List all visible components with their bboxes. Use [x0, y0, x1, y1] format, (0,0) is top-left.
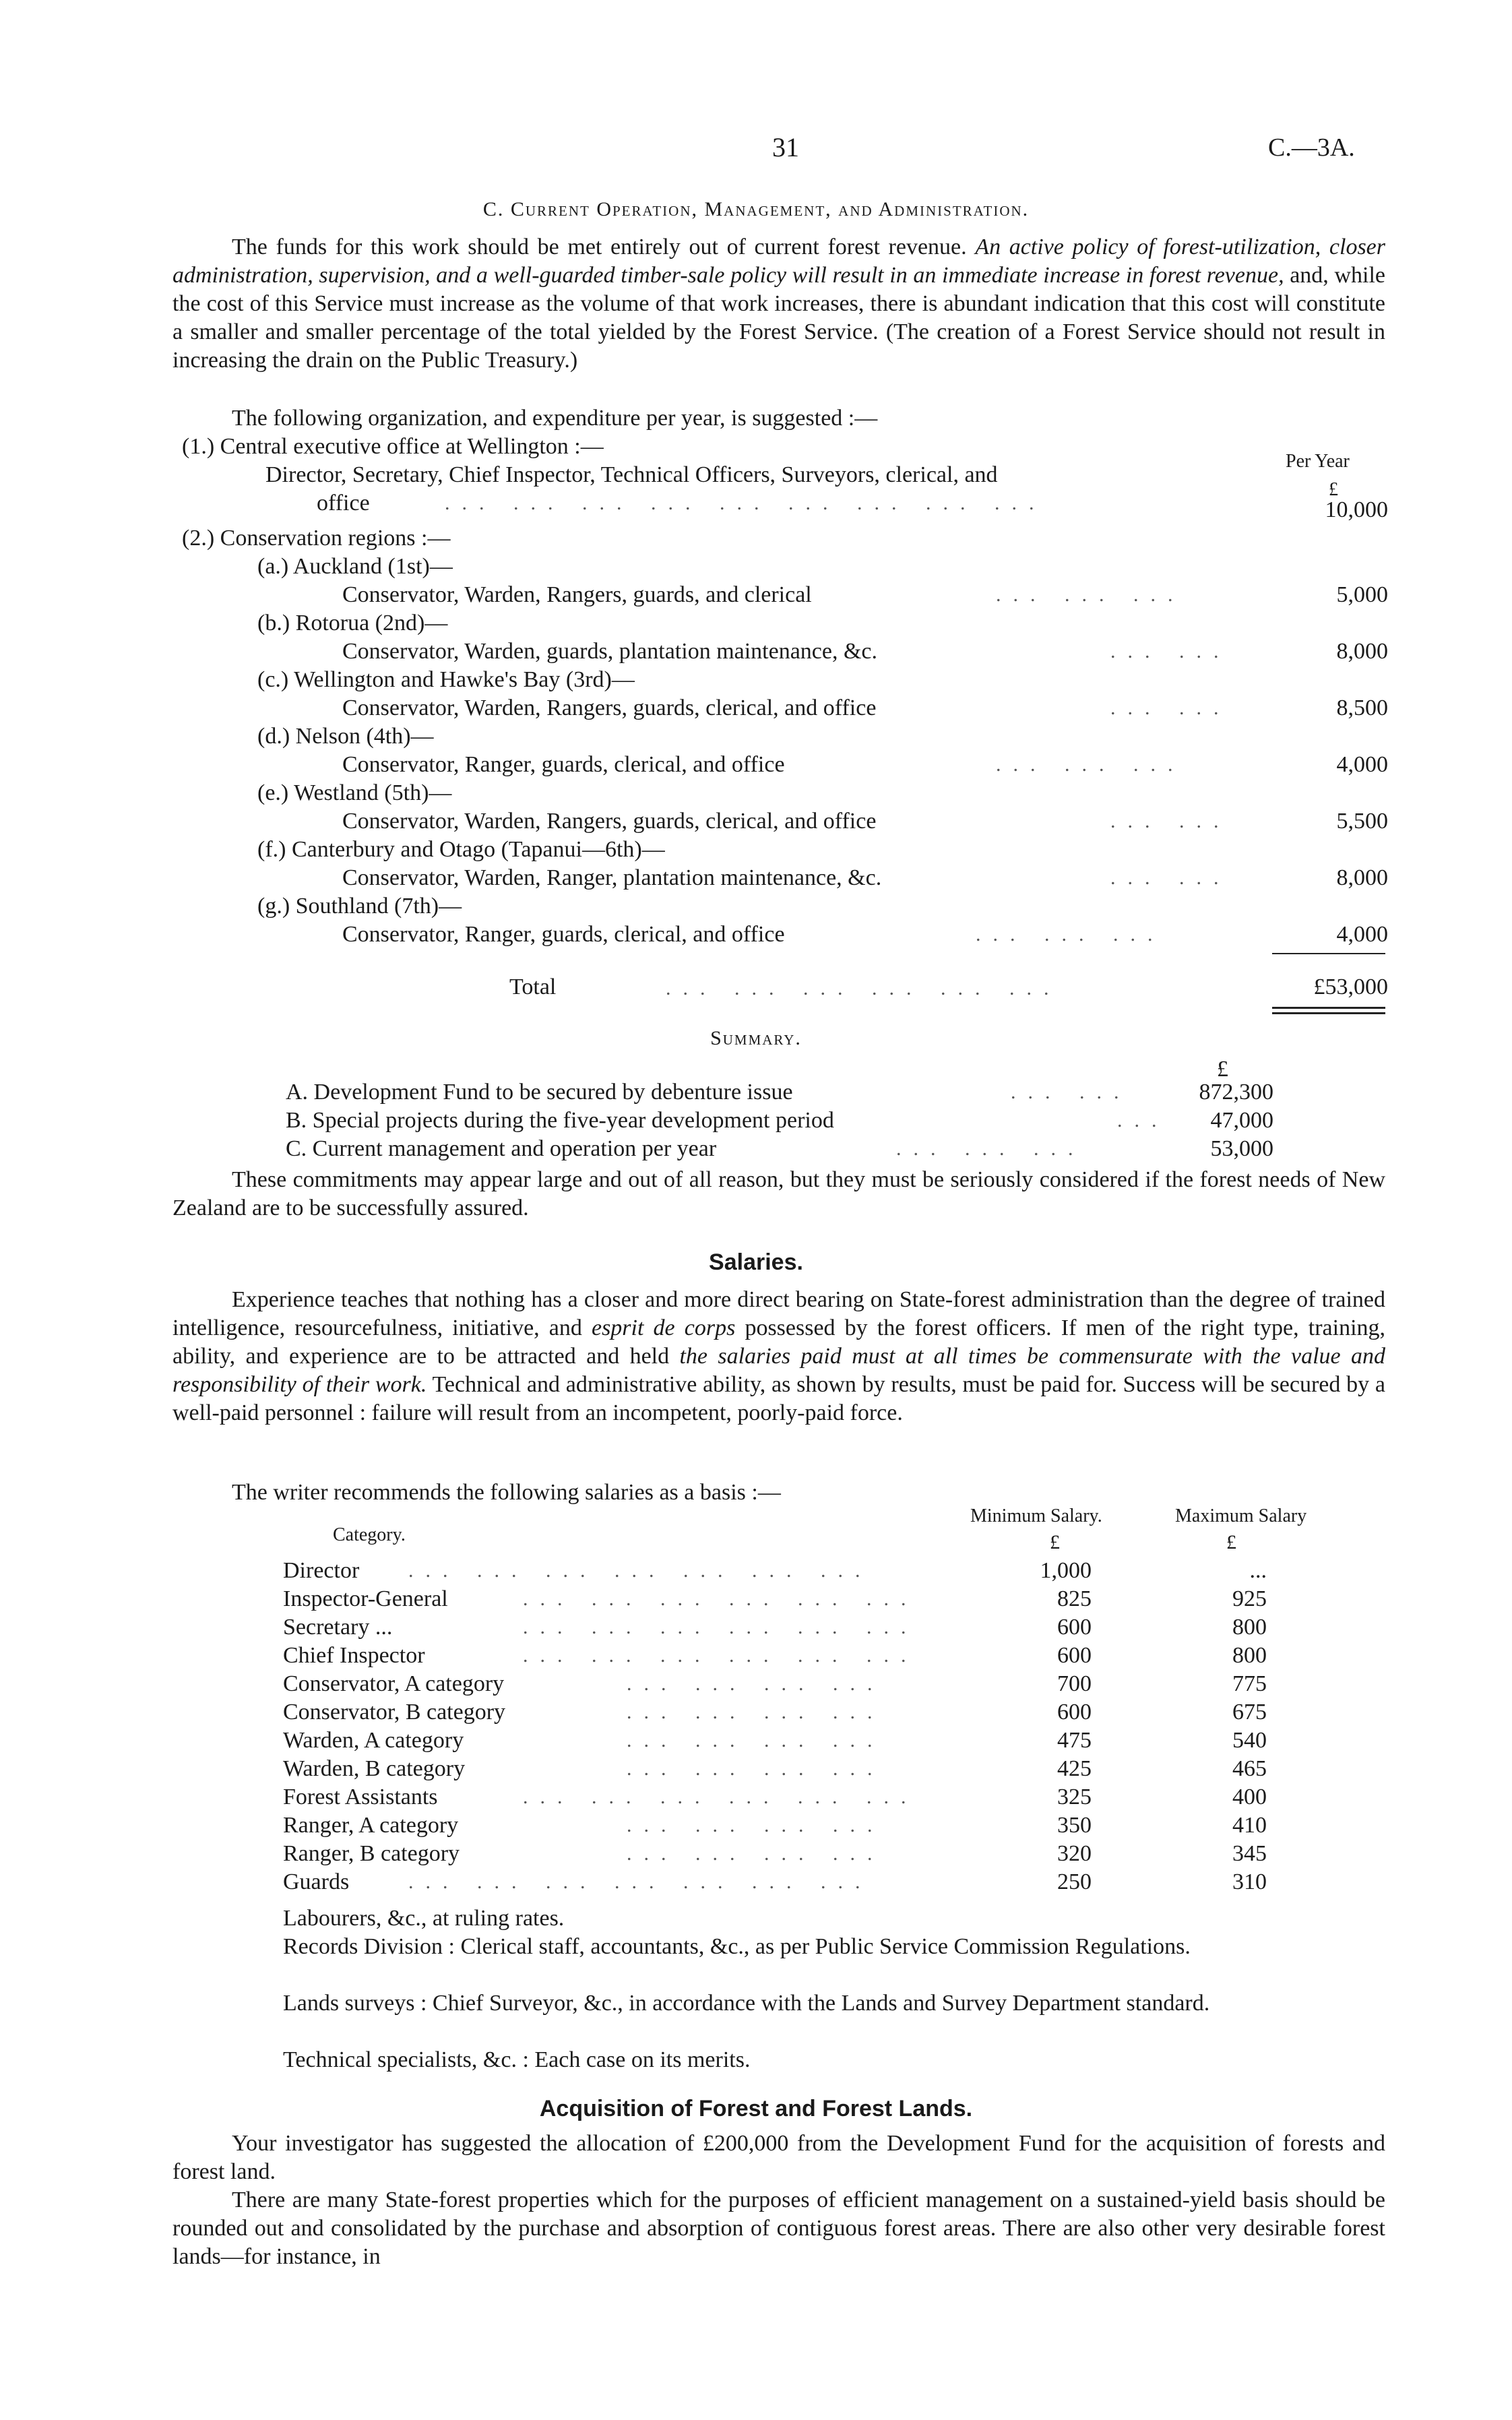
salary-max: 345	[1232, 1841, 1267, 1866]
acquisition-para-text: There are many State-forest properties which for the purposes of efficient management on a sustained-yield basis should be rounded out and consolidated by the purchase and absorption of contiguous forest areas. There are also other very desirable forest lands—for instance, in	[172, 2188, 1385, 2269]
leader-dots: ... ... ... ...	[627, 1701, 885, 1723]
per-year-header: Per Year	[1286, 451, 1350, 472]
region-detail: Conservator, Warden, Rangers, guards, clerical, and office	[342, 809, 877, 834]
leader-dots: ... ...	[1110, 867, 1231, 889]
max-currency: £	[1226, 1531, 1236, 1553]
total-amount: £53,000	[1313, 974, 1388, 999]
region-detail: Conservator, Ranger, guards, clerical, and office	[342, 922, 785, 947]
leader-dots: ... ... ...	[996, 584, 1185, 606]
region-amount: 4,000	[1336, 752, 1388, 777]
region-name: (b.) Rotorua (2nd)—	[257, 611, 448, 635]
salary-max: 410	[1232, 1813, 1267, 1838]
region-amount: 5,000	[1336, 582, 1388, 607]
page-number: 31	[772, 132, 799, 162]
col-header-min: Minimum Salary.	[970, 1506, 1102, 1526]
col-header-max: Maximum Salary	[1175, 1506, 1307, 1526]
leader-dots: ... ... ... ...	[627, 1758, 885, 1780]
min-currency: £	[1050, 1531, 1060, 1553]
summary-amount: 47,000	[1210, 1108, 1273, 1133]
region-name: (a.) Auckland (1st)—	[257, 554, 453, 579]
salary-max: 800	[1232, 1643, 1267, 1668]
salary-category: Inspector-General	[283, 1586, 448, 1611]
central-office-detail: Director, Secretary, Chief Inspector, Technical Officers, Surveyors, clerical, and	[265, 462, 998, 487]
salary-category: Warden, B category	[283, 1756, 466, 1781]
salary-min: 825	[1057, 1586, 1092, 1611]
summary-title: Summary.	[710, 1027, 802, 1049]
subtotal-rule	[1272, 953, 1385, 954]
leader-dots: ... ... ... ...	[627, 1814, 885, 1836]
salaries-intro: The writer recommends the following salaries as a basis :—	[232, 1480, 781, 1505]
summary-currency: £	[1217, 1057, 1228, 1082]
region-amount: 4,000	[1336, 922, 1388, 947]
total-label: Total	[509, 974, 557, 999]
acquisition-title: Acquisition of Forest and Forest Lands.	[539, 2096, 973, 2121]
para-text: The funds for this work should be met entirely out of current forest revenue.	[232, 235, 967, 259]
salary-category: Warden, A category	[283, 1728, 464, 1753]
region-amount: 8,000	[1336, 865, 1388, 890]
region-detail: Conservator, Warden, Rangers, guards, clerical, and office	[342, 695, 877, 720]
leader-dots: ... ... ... ...	[627, 1842, 885, 1865]
salary-min: 475	[1057, 1728, 1092, 1753]
salary-category: Secretary ...	[283, 1615, 393, 1640]
summary-item: A. Development Fund to be secured by debenture issue	[286, 1080, 793, 1105]
region-name: (f.) Canterbury and Otago (Tapanui—6th)—	[257, 837, 665, 862]
central-office-amount: 10,000	[1325, 497, 1388, 522]
total-double-rule	[1272, 1012, 1385, 1014]
salary-max: 540	[1232, 1728, 1267, 1753]
salary-note-text: Records Division : Clerical staff, accountants, &c., as per Public Service Commission Regulations.	[283, 1934, 1191, 1959]
leader-dots: ... ... ...	[996, 753, 1185, 776]
salary-max: 675	[1232, 1700, 1267, 1725]
leader-dots: ... ... ... ... ... ... ...	[408, 1559, 873, 1582]
para-italic-text: esprit de corps	[591, 1315, 736, 1340]
central-office-label: (1.) Central executive office at Wellington :—	[182, 434, 604, 459]
salary-min: 600	[1057, 1615, 1092, 1640]
total-double-rule	[1272, 1007, 1385, 1009]
summary-note	[172, 1166, 1385, 1227]
para-italic-text: An active policy of forest-utilization, closer administration, supervision, and a well-guarded timber-sale policy will result in an immediate increase in forest revenue,	[172, 235, 1386, 288]
summary-item: C. Current management and operation per year	[286, 1136, 717, 1161]
region-name: (g.) Southland (7th)—	[257, 894, 462, 919]
leader-dots: ... ... ... ... ... ... ... ... ...	[445, 492, 1046, 514]
summary-note-text: These commitments may appear large and out of all reason, but they must be seriously considered if the forest needs of New Zealand are to be successfully assured.	[172, 1167, 1385, 1220]
leader-dots: ...	[1117, 1109, 1169, 1131]
salary-max: 925	[1232, 1586, 1267, 1611]
region-amount: 5,500	[1336, 809, 1388, 834]
salary-category: Conservator, B category	[283, 1700, 506, 1725]
per-year-currency: £	[1329, 479, 1338, 500]
region-name: (d.) Nelson (4th)—	[257, 724, 434, 749]
para-text: and, while the cost of this Service must increase as the volume of that work increases, there is abundant indication that this cost will constitute a smaller and smaller percentage of the total yielded by the Forest Service. (The creation of a Forest Service should not result in increasing the drain on the Public Treasury.)	[172, 263, 1385, 373]
leader-dots: ... ... ... ... ... ...	[523, 1786, 918, 1808]
salary-category: Ranger, A category	[283, 1813, 459, 1838]
leader-dots: ... ... ... ... ... ...	[523, 1644, 918, 1667]
para-italic-text: the salaries paid must at all times be commensurate with the value and responsibility of their work.	[172, 1344, 1385, 1397]
region-name: (e.) Westland (5th)—	[257, 780, 452, 805]
salary-category: Ranger, B category	[283, 1841, 460, 1866]
leader-dots: ... ... ... ... ... ...	[523, 1588, 918, 1610]
salary-min: 320	[1057, 1841, 1092, 1866]
leader-dots: ... ... ... ... ... ...	[523, 1616, 918, 1638]
region-name: (c.) Wellington and Hawke's Bay (3rd)—	[257, 667, 635, 692]
salaries-title: Salaries.	[709, 1249, 803, 1275]
region-detail: Conservator, Warden, Ranger, plantation maintenance, &c.	[342, 865, 882, 890]
para-text: possessed by the forest officers. If men of the right type, training, ability, and experience are to be attracted and held	[172, 1315, 1386, 1369]
salary-category: Conservator, A category	[283, 1671, 505, 1696]
section-title-current-operation: C. Current Operation, Management, and Administration.	[482, 198, 1030, 220]
salary-note	[283, 1989, 1426, 2018]
salary-min: 600	[1057, 1700, 1092, 1725]
leader-dots: ... ... ...	[976, 923, 1165, 945]
salary-min: 250	[1057, 1869, 1092, 1894]
salary-note-text: Lands surveys : Chief Surveyor, &c., in accordance with the Lands and Survey Department standard.	[283, 1991, 1210, 2016]
salary-max: 310	[1232, 1869, 1267, 1894]
leader-dots: ... ... ... ...	[627, 1729, 885, 1751]
organization-intro: The following organization, and expenditure per year, is suggested :—	[232, 406, 878, 431]
col-header-category: Category.	[333, 1524, 406, 1545]
salary-max: 800	[1232, 1615, 1267, 1640]
current-operation-paragraph	[172, 233, 1385, 429]
para-text: Experience teaches that nothing has a closer and more direct bearing on State-forest administration than the degree of trained intelligence, resourcefulness, initiative, and	[172, 1287, 1385, 1340]
region-amount: 8,500	[1336, 695, 1388, 720]
paragraph-experience	[172, 1286, 1385, 1427]
salary-category: Chief Inspector	[283, 1643, 425, 1668]
leader-dots: ... ...	[1110, 697, 1231, 719]
region-detail: Conservator, Warden, guards, plantation maintenance, &c.	[342, 639, 878, 664]
salary-category: Guards	[283, 1869, 350, 1894]
para-text: Technical and administrative ability, as shown by results, must be paid for. Success will be secured by a well-paid personnel : failure will result from an incompetent, poorly-paid force.	[172, 1372, 1385, 1425]
leader-dots: ... ... ... ... ... ... ...	[408, 1871, 873, 1893]
summary-amount: 872,300	[1199, 1080, 1273, 1105]
salary-max: 465	[1232, 1756, 1267, 1781]
central-office-detail-2: office	[317, 491, 370, 516]
region-detail: Conservator, Ranger, guards, clerical, and office	[342, 752, 785, 777]
salary-category: Director	[283, 1558, 360, 1583]
salary-note: Technical specialists, &c. : Each case on its merits.	[283, 2047, 751, 2072]
document-reference: C.—3A.	[1268, 133, 1355, 162]
leader-dots: ... ...	[1110, 810, 1231, 832]
salary-min: 1,000	[1040, 1558, 1092, 1583]
salaries-paragraph	[172, 1286, 1385, 1461]
salary-min: 350	[1057, 1813, 1092, 1838]
leader-dots: ... ... ... ... ... ...	[666, 977, 1061, 999]
acquisition-paragraph-1	[172, 2130, 1385, 2188]
region-amount: 8,000	[1336, 639, 1388, 664]
acquisition-para-text: Your investigator has suggested the allocation of £200,000 from the Development Fund for the acquisition of forests and forest land.	[172, 2131, 1385, 2184]
leader-dots: ... ... ...	[896, 1138, 1085, 1160]
salary-max: ...	[1249, 1558, 1267, 1583]
salary-category: Forest Assistants	[283, 1785, 438, 1809]
leader-dots: ... ... ... ...	[627, 1673, 885, 1695]
paragraph-funds	[172, 233, 1385, 375]
summary-amount: 53,000	[1210, 1136, 1273, 1161]
leader-dots: ... ...	[1011, 1081, 1131, 1103]
salary-note: Labourers, &c., at ruling rates.	[283, 1906, 565, 1931]
acquisition-paragraph-2	[172, 2186, 1385, 2274]
region-detail: Conservator, Warden, Rangers, guards, and clerical	[342, 582, 812, 607]
leader-dots: ... ...	[1110, 640, 1231, 662]
salary-min: 700	[1057, 1671, 1092, 1696]
salary-note	[283, 1933, 1426, 1961]
summary-item: B. Special projects during the five-year development period	[286, 1108, 834, 1133]
salary-max: 400	[1232, 1785, 1267, 1809]
conservation-regions-label: (2.) Conservation regions :—	[182, 526, 451, 551]
salary-min: 600	[1057, 1643, 1092, 1668]
salary-max: 775	[1232, 1671, 1267, 1696]
salary-min: 325	[1057, 1785, 1092, 1809]
salary-min: 425	[1057, 1756, 1092, 1781]
